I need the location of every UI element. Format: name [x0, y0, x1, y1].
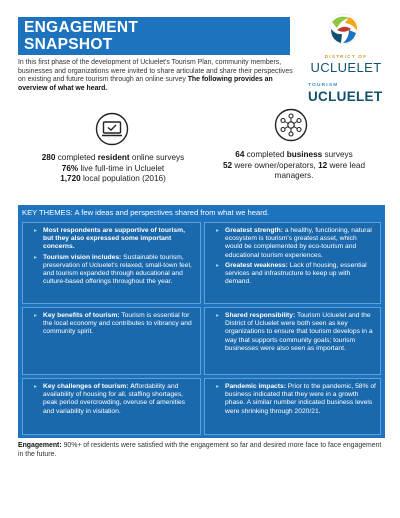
- theme-cell-right-3: [204, 378, 381, 435]
- logo-tourism-name: UCLUELET: [308, 89, 383, 104]
- network-icon: [274, 108, 308, 142]
- theme-bold: Pandemic impacts:: [225, 383, 286, 390]
- bullet-icon: ▸: [216, 262, 220, 269]
- key-themes-subtitle: A few ideas and perspectives shared from what we heard.: [72, 208, 270, 217]
- district-emblem-logo: [327, 12, 361, 46]
- theme-text: Lack of housing, essential services and infrastructure to keep up with demand.: [225, 261, 367, 286]
- theme-item: [27, 227, 196, 252]
- theme-cell-right-1: [204, 222, 381, 304]
- engagement-note: [18, 442, 385, 459]
- intro-bold-text: The following provides an overview of what we heard.: [18, 76, 273, 92]
- lead-manager-count: 12: [318, 160, 328, 170]
- theme-bold: Most respondents are supportive of tourism, but they also expressed some important concerns.: [43, 227, 185, 251]
- theme-cell-left-2: [22, 307, 201, 375]
- business-stat-managers: managers.: [274, 171, 314, 180]
- logo-district-name: UCLUELET: [310, 60, 382, 75]
- page-title-line2: SNAPSHOT: [24, 36, 113, 53]
- bullet-icon: ▸: [34, 228, 38, 234]
- intro-text: In this first phase of the development of Ucluelet's Tourism Plan, community members, businesses and organizations were invited to share articulate and share their perspectives on existing and future tourism through an online survey: [18, 59, 293, 84]
- bullet-icon: ▸: [34, 254, 38, 261]
- business-stat-roles: [196, 161, 392, 172]
- theme-text: Prior to the pandemic, 58% of business indicated that they were in a growth phase. A similar number indicated business levels were shrinking through 2020/21.: [225, 383, 376, 415]
- resident-stat-population: [18, 174, 208, 185]
- owner-operator-count: 52: [222, 160, 233, 170]
- theme-item: [27, 254, 196, 287]
- population-count: 1,720: [60, 174, 81, 183]
- business-stat-text: completed: [244, 150, 287, 159]
- bullet-icon: ▸: [216, 384, 220, 390]
- theme-bold: Key challenges of tourism: A: [43, 383, 135, 390]
- theme-text: a healthy, functioning, natural ecosystem is tourism's greatest asset, which would be complemented by eco-tourism and educational tourism experiences.: [225, 227, 372, 259]
- bullet-icon: ▸: [34, 384, 38, 390]
- computer-survey-icon: [95, 112, 129, 146]
- engagement-text: 90%+ of residents were satisfied with the engagement so far and desired more face to face engagement in the future.: [18, 442, 382, 458]
- page-title-line1: ENGAGEMENT: [24, 19, 139, 36]
- resident-stat-surveys: [18, 153, 208, 164]
- theme-item: [209, 262, 376, 287]
- theme-bold: Greatest weakness:: [225, 261, 288, 269]
- theme-bold: Shared responsibility:: [225, 312, 296, 319]
- title-banner: [18, 17, 290, 55]
- business-stat-text: surveys: [322, 150, 353, 159]
- theme-cell-left-3: [22, 378, 201, 435]
- resident-stat-text: completed: [55, 153, 98, 162]
- key-themes-label: KEY THEMES:: [22, 208, 73, 217]
- business-stat-surveys: [196, 150, 392, 161]
- theme-cell-right-2: [204, 307, 381, 375]
- business-stat-text: were owner/operators,: [232, 160, 319, 170]
- intro-paragraph: [18, 59, 300, 93]
- resident-stats: [18, 153, 208, 185]
- resident-stat-text: online surveys: [129, 153, 185, 162]
- logo-tourism-label: TOURISM: [308, 83, 339, 88]
- key-themes-panel: [18, 205, 385, 438]
- resident-stat-keyword: resident: [97, 153, 130, 162]
- business-stat-text: were lead: [327, 160, 365, 170]
- resident-survey-count: 280: [41, 153, 56, 162]
- engagement-label: Engagement:: [18, 442, 62, 449]
- theme-bold: Tourism vision includes:: [43, 253, 122, 261]
- theme-text: Tourism is essential for the local economy and contributes to vibrancy and community spirit.: [43, 312, 192, 336]
- resident-stat-text: live full-time in Ucluelet: [78, 163, 165, 173]
- business-stats: [196, 150, 392, 182]
- theme-text: Sustainable tourism, preservation of Ucluelet's relaxed, small-town feel, and tourism expanded through educational and culture-based offerings throughout the year.: [43, 253, 192, 286]
- bullet-icon: ▸: [216, 228, 220, 234]
- resident-stat-text: local population (2016): [80, 174, 166, 183]
- bullet-icon: ▸: [34, 313, 38, 319]
- theme-item: [209, 227, 376, 260]
- theme-item: [209, 383, 376, 416]
- theme-text: ffordability and availability of housing for all, staffing shortages, peak period overcrowding, overuse of amenities and variability in visitation.: [43, 383, 186, 415]
- theme-bold: Key benefits of tourism:: [43, 312, 120, 319]
- business-stat-keyword: business: [286, 150, 323, 159]
- key-themes-heading: [22, 208, 381, 218]
- theme-item: [209, 312, 376, 353]
- fulltime-percent: 76%: [61, 163, 79, 173]
- theme-text: Tourism Ucluelet and the District of Ucluelet were both seen as key organizations to ensure that tourism develops in a way that supports community goals; tourism businesses were also seen as important.: [225, 312, 373, 352]
- theme-item: [27, 383, 196, 416]
- logo-area: [300, 12, 392, 102]
- resident-stat-fulltime: [18, 164, 208, 175]
- theme-item: [27, 312, 196, 337]
- theme-cell-left-1: [22, 222, 201, 304]
- business-survey-count: 64: [235, 150, 245, 159]
- bullet-icon: ▸: [216, 313, 220, 319]
- logo-district-label: DISTRICT OF: [324, 54, 368, 59]
- theme-bold: Greatest strength:: [225, 227, 283, 234]
